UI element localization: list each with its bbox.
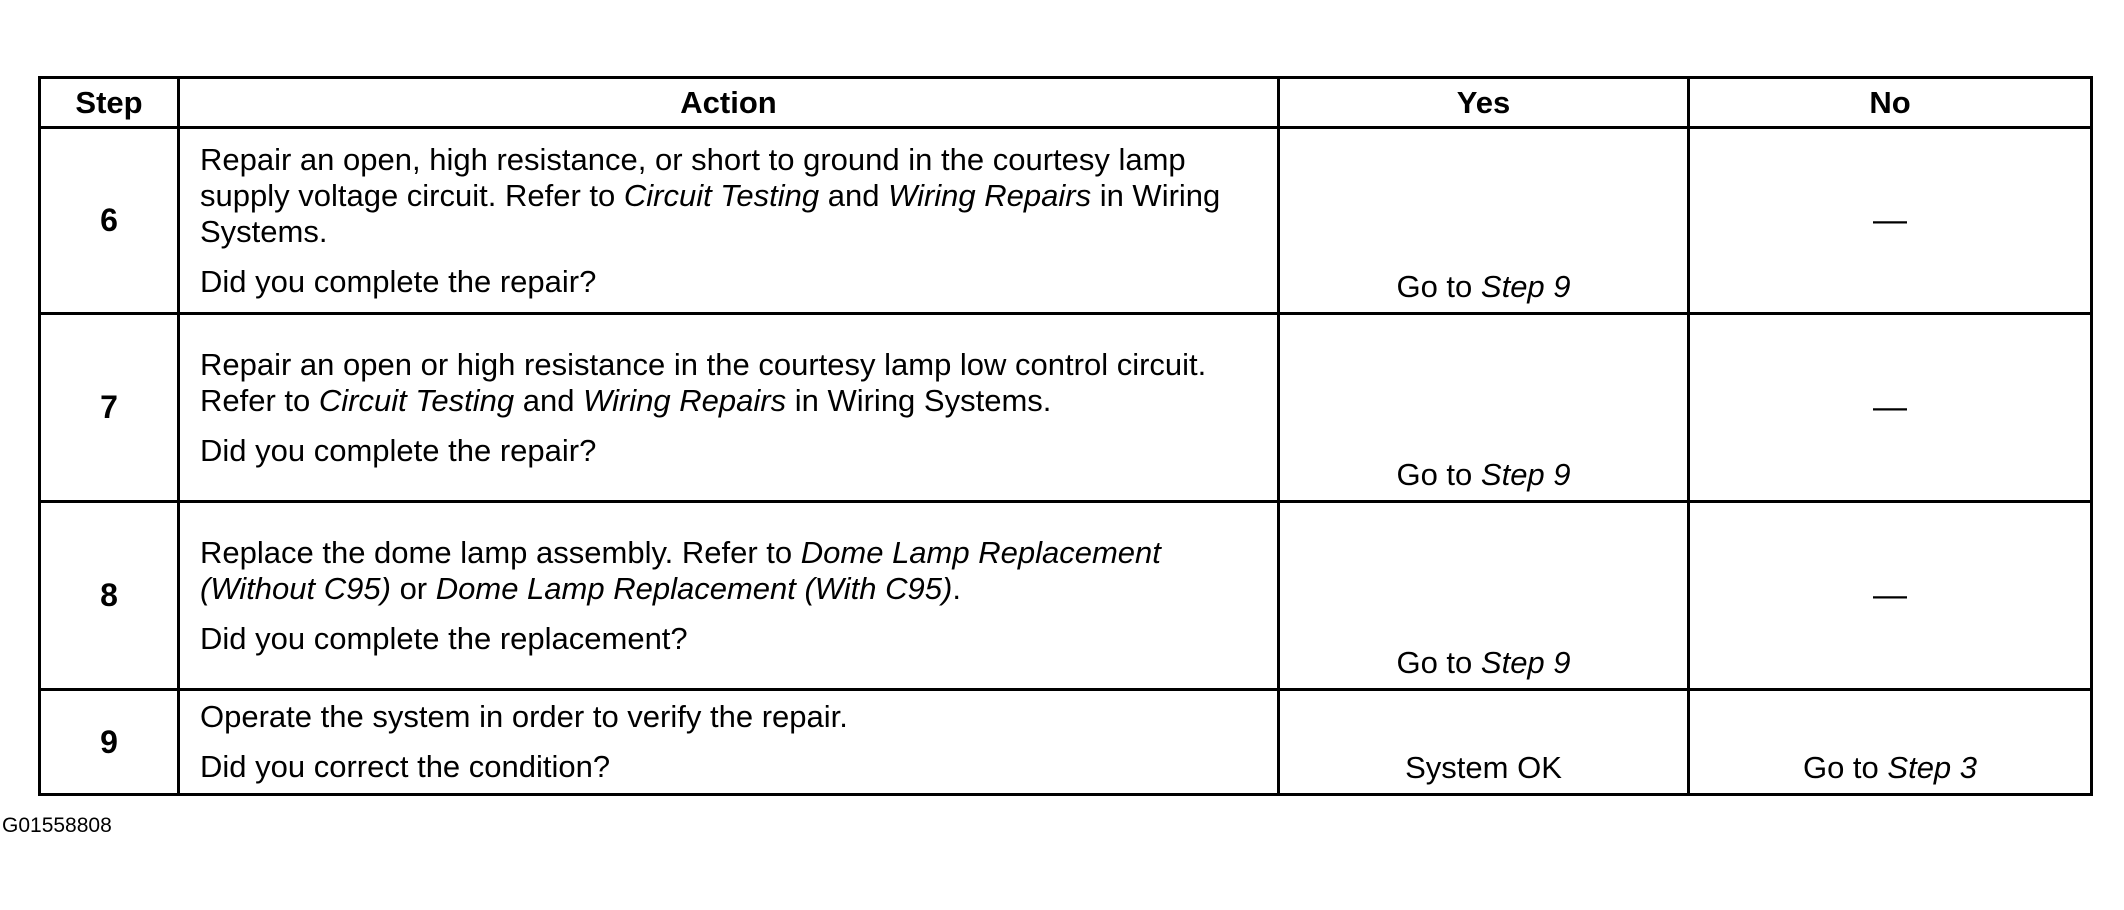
- action-text: [200, 535, 1263, 607]
- action-question: Did you correct the condition?: [200, 749, 611, 784]
- action-cell: [179, 128, 1279, 314]
- yes-step-ref: Step 9: [1480, 457, 1571, 492]
- yes-prefix: Go to: [1396, 269, 1481, 304]
- action-cell: [179, 314, 1279, 502]
- action-text-part: Operate the system in order to verify the repair.: [200, 699, 848, 734]
- no-result: [1689, 690, 2092, 795]
- yes-result: [1279, 128, 1689, 314]
- action-text: [200, 699, 1263, 735]
- action-text-part: or: [390, 570, 436, 606]
- yes-prefix: System OK: [1405, 750, 1562, 785]
- figure-code: G01558808: [2, 814, 112, 837]
- step-number: 8: [40, 502, 179, 690]
- action-text-part: .: [952, 570, 961, 606]
- header-action: Action: [179, 78, 1279, 128]
- action-cell: [179, 502, 1279, 690]
- action-text-part: in Wiring Systems.: [786, 382, 1052, 418]
- yes-result: [1279, 502, 1689, 690]
- header-no: No: [1689, 78, 2092, 128]
- action-text-part: Circuit Testing: [623, 177, 820, 213]
- no-result: [1689, 128, 2092, 314]
- action-question: Did you complete the replacement?: [200, 620, 688, 656]
- action-text-part: Dome Lamp Replacement (With C95): [435, 570, 953, 606]
- action-text-part: and: [514, 382, 584, 418]
- table-row: [40, 128, 2092, 314]
- no-result: [1689, 502, 2092, 690]
- action-text-part: Circuit Testing: [318, 382, 515, 418]
- yes-result: [1279, 314, 1689, 502]
- table-row: [40, 502, 2092, 690]
- no-prefix: Go to: [1802, 750, 1888, 785]
- action-text-part: Wiring Repairs: [583, 382, 787, 418]
- yes-step-ref: Step 9: [1480, 645, 1571, 680]
- yes-result: [1279, 690, 1689, 795]
- action-text-part: Dome Lamp Replacement (Without C95): [200, 534, 1161, 606]
- no-result: [1689, 314, 2092, 502]
- no-step-ref: Step 3: [1887, 750, 1978, 785]
- action-text: [200, 347, 1263, 419]
- step-number: 9: [40, 690, 179, 795]
- header-row: [40, 78, 2092, 128]
- yes-step-ref: Step 9: [1480, 269, 1571, 304]
- no-dash: —: [1873, 576, 1907, 614]
- action-question: Did you complete the repair?: [200, 432, 597, 468]
- action-text-part: in Wiring Systems.: [200, 177, 1221, 249]
- header-yes: Yes: [1279, 78, 1689, 128]
- yes-prefix: Go to: [1396, 645, 1481, 680]
- table-row: [40, 314, 2092, 502]
- yes-prefix: Go to: [1396, 457, 1481, 492]
- header-step: Step: [40, 78, 179, 128]
- no-dash: —: [1873, 201, 1907, 239]
- table-row: [40, 690, 2092, 795]
- diagnostic-table: [38, 76, 2093, 796]
- action-question: Did you complete the repair?: [200, 263, 597, 299]
- no-dash: —: [1873, 388, 1907, 426]
- step-number: 6: [40, 128, 179, 314]
- action-text-part: Repair an open or high resistance in the courtesy lamp low control circuit. Refer to: [200, 346, 1207, 418]
- action-text-part: Replace the dome lamp assembly. Refer to: [200, 534, 801, 570]
- step-number: 7: [40, 314, 179, 502]
- action-text-part: and: [819, 177, 889, 213]
- action-text: [200, 142, 1263, 250]
- action-text-part: Repair an open, high resistance, or short to ground in the courtesy lamp supply voltage circuit. Refer to: [200, 141, 1186, 213]
- action-cell: [179, 690, 1279, 795]
- action-text-part: Wiring Repairs: [888, 177, 1092, 213]
